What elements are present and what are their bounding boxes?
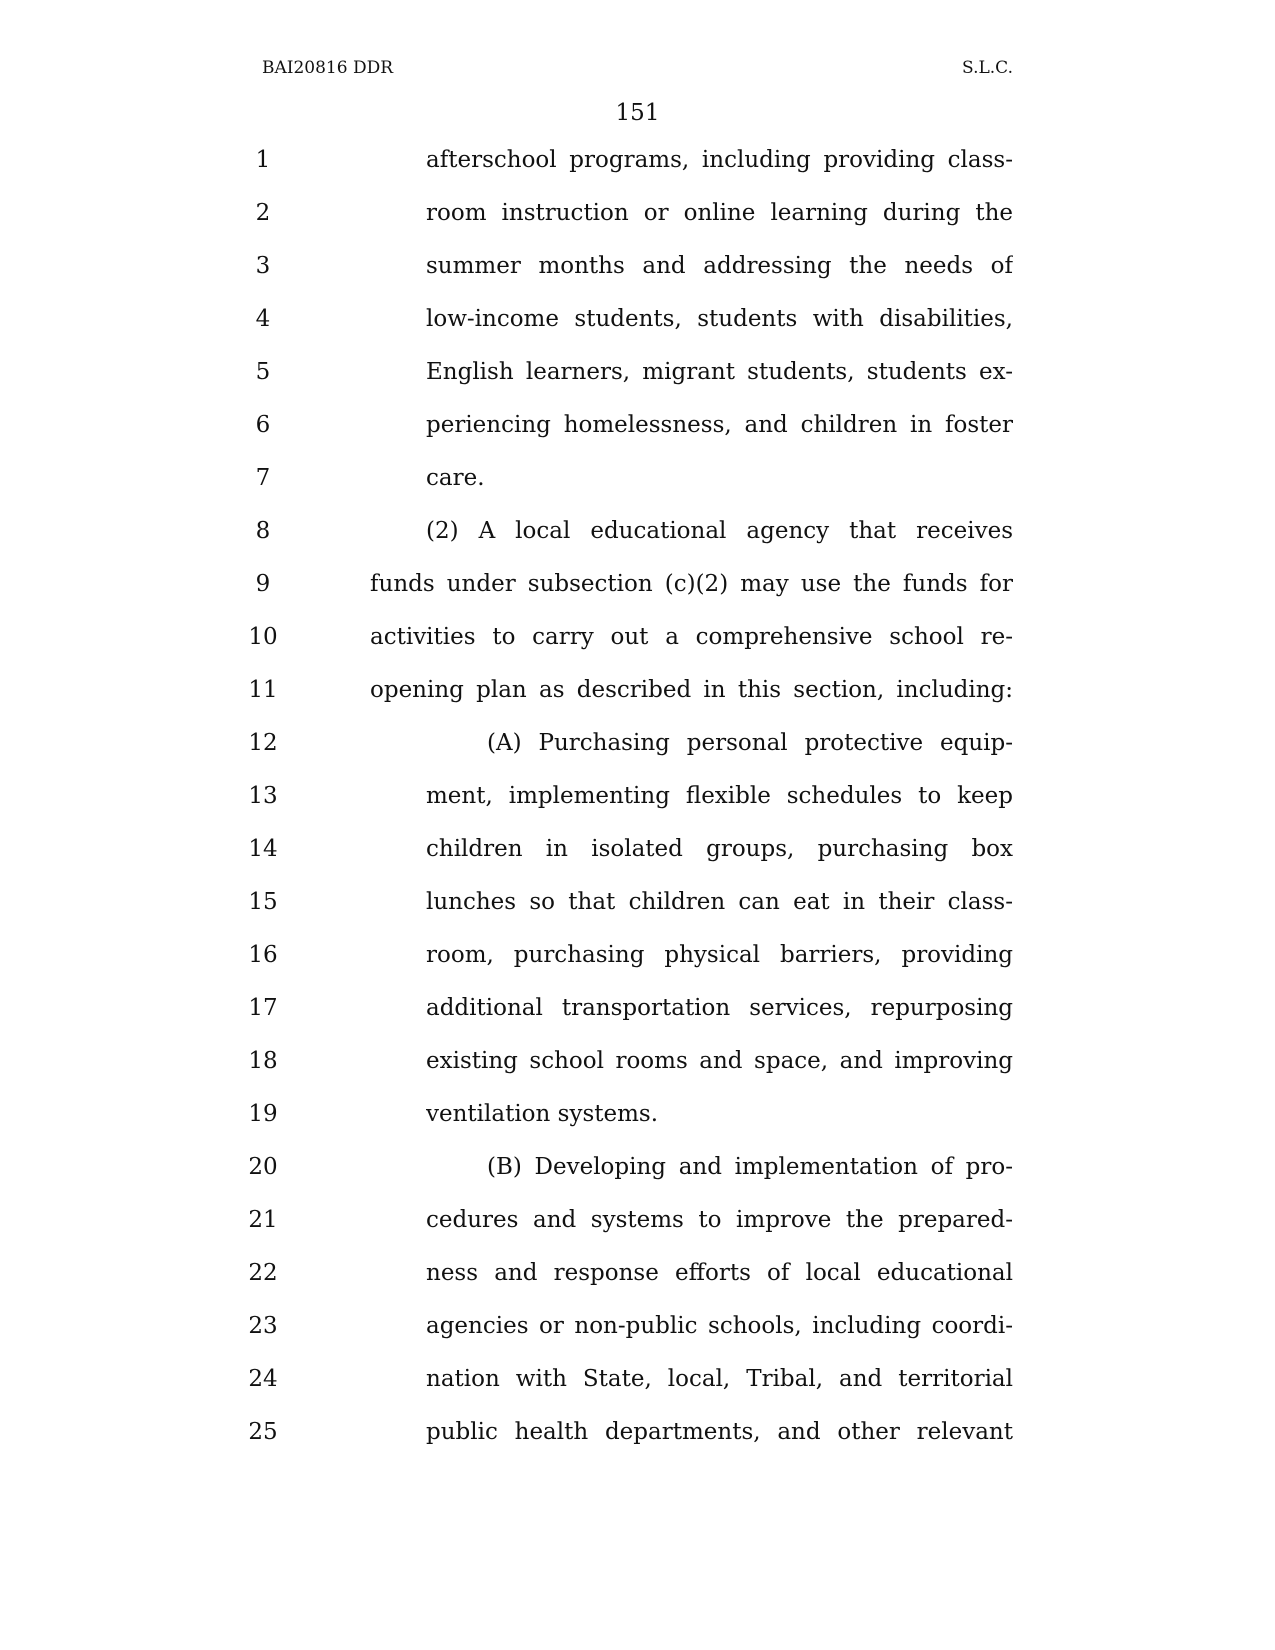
line-text: activities to carry out a comprehensive school re-	[370, 624, 1013, 650]
line-text: children in isolated groups, purchasing box	[426, 836, 1013, 862]
line-number: 3	[255, 253, 271, 279]
line-number: 11	[248, 677, 278, 703]
line-number: 21	[248, 1207, 278, 1233]
line-text: agencies or non-public schools, including coordi-	[426, 1313, 1013, 1339]
line-text: (B) Developing and implementation of pro-	[487, 1154, 1013, 1180]
line-text: public health departments, and other relevant	[426, 1419, 1013, 1445]
document-line	[0, 564, 1275, 604]
line-text: care.	[426, 465, 485, 491]
line-text: ventilation systems.	[426, 1101, 659, 1127]
document-line	[0, 829, 1275, 869]
line-number: 23	[248, 1313, 278, 1339]
line-number: 6	[255, 412, 271, 438]
document-line	[0, 776, 1275, 816]
line-number: 22	[248, 1260, 278, 1286]
line-text: ment, implementing flexible schedules to keep	[426, 783, 1013, 809]
line-text: cedures and systems to improve the prepared-	[426, 1207, 1013, 1233]
line-text: room, purchasing physical barriers, providing	[426, 942, 1013, 968]
document-line	[0, 882, 1275, 922]
document-line	[0, 1253, 1275, 1293]
line-text: room instruction or online learning during the	[426, 200, 1013, 226]
line-number: 4	[255, 306, 271, 332]
page-header-left: BAI20816 DDR	[262, 58, 394, 78]
line-number: 17	[248, 995, 278, 1021]
document-line	[0, 988, 1275, 1028]
document-line	[0, 511, 1275, 551]
document-line	[0, 617, 1275, 657]
line-text: additional transportation services, repurposing	[426, 995, 1013, 1021]
document-line	[0, 246, 1275, 286]
document-line	[0, 1041, 1275, 1081]
document-line	[0, 458, 1275, 498]
line-text: funds under subsection (c)(2) may use the funds for	[370, 571, 1013, 597]
line-number: 1	[255, 147, 271, 173]
document-line	[0, 1094, 1275, 1134]
line-number: 9	[255, 571, 271, 597]
line-number: 5	[255, 359, 271, 385]
line-text: nation with State, local, Tribal, and territorial	[426, 1366, 1013, 1392]
line-text: English learners, migrant students, students ex-	[426, 359, 1013, 385]
line-text: afterschool programs, including providing class-	[426, 147, 1013, 173]
document-line	[0, 935, 1275, 975]
line-number: 15	[248, 889, 278, 915]
line-number: 13	[248, 783, 278, 809]
line-number: 12	[248, 730, 278, 756]
line-text: summer months and addressing the needs of	[426, 253, 1013, 279]
line-number: 24	[248, 1366, 278, 1392]
document-line	[0, 1147, 1275, 1187]
line-number: 10	[248, 624, 278, 650]
page-number: 151	[615, 100, 660, 126]
line-text: (2) A local educational agency that receives	[426, 518, 1013, 544]
line-text: existing school rooms and space, and improving	[426, 1048, 1013, 1074]
document-line	[0, 1412, 1275, 1452]
line-number: 18	[248, 1048, 278, 1074]
line-number: 8	[255, 518, 271, 544]
document-line	[0, 1359, 1275, 1399]
line-number: 16	[248, 942, 278, 968]
document-line	[0, 1306, 1275, 1346]
document-line	[0, 670, 1275, 710]
document-line	[0, 723, 1275, 763]
document-line	[0, 405, 1275, 445]
document-line	[0, 140, 1275, 180]
line-text: low-income students, students with disabilities,	[426, 306, 1013, 332]
line-number: 7	[255, 465, 271, 491]
line-number: 25	[248, 1419, 278, 1445]
page-header-right: S.L.C.	[962, 58, 1013, 78]
line-text: lunches so that children can eat in their class-	[426, 889, 1013, 915]
document-line	[0, 352, 1275, 392]
line-text: (A) Purchasing personal protective equip-	[487, 730, 1013, 756]
document-line	[0, 1200, 1275, 1240]
line-number: 20	[248, 1154, 278, 1180]
document-line	[0, 299, 1275, 339]
line-text: opening plan as described in this section, including:	[370, 677, 1013, 703]
line-number: 19	[248, 1101, 278, 1127]
document-line	[0, 193, 1275, 233]
line-text: ness and response efforts of local educational	[426, 1260, 1013, 1286]
line-text: periencing homelessness, and children in foster	[426, 412, 1013, 438]
line-number: 14	[248, 836, 278, 862]
line-number: 2	[255, 200, 271, 226]
